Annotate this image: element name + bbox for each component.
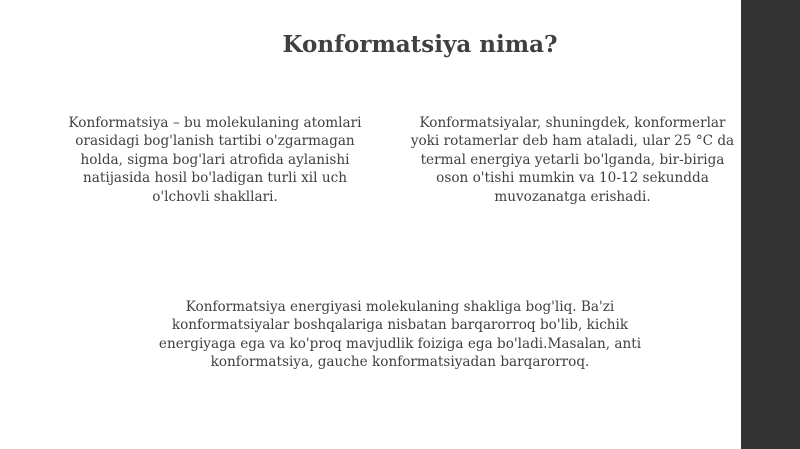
- left-paragraph: [50, 114, 380, 206]
- right-paragraph-line: Konformatsiyalar, shuningdek, konformerlar: [419, 115, 726, 131]
- left-paragraph-line: natijasida hosil bo'ladigan turli xil uch: [83, 170, 347, 187]
- bottom-paragraph-line: konformatsiyalar boshqalariga nisbatan barqarorroq bo'lib, kichik: [171, 317, 629, 334]
- side-bar: [741, 0, 800, 449]
- slide-title: Konformatsiya nima?: [282, 31, 558, 58]
- left-paragraph-line: o'lchovli shakllari.: [152, 188, 278, 205]
- left-paragraph-line: orasidagi bog'lanish tartibi o'zgarmagan: [75, 133, 355, 150]
- right-paragraph-line: yoki rotamerlar deb ham ataladi, ular 25 °C da: [410, 133, 735, 150]
- bottom-paragraph: [120, 298, 680, 372]
- right-paragraph: [400, 114, 745, 206]
- right-paragraph-line: muvozanatga erishadi.: [494, 188, 651, 205]
- bottom-paragraph-line: konformatsiya, gauche konformatsiyadan barqarorroq.: [210, 354, 590, 371]
- left-paragraph-line: Konformatsiya – bu molekulaning atomlari: [68, 115, 362, 131]
- left-paragraph-line: holda, sigma bog'lari atrofida aylanishi: [80, 151, 350, 168]
- bottom-paragraph-line: Konformatsiya energiyasi molekulaning shakliga bog'liq. Ba'zi: [185, 299, 615, 315]
- right-paragraph-line: termal energiya yetarli bo'lganda, bir-biriga: [420, 151, 725, 168]
- right-paragraph-line: oson o'tishi mumkin va 10-12 sekundda: [436, 170, 709, 187]
- bottom-paragraph-line: energiyaga ega va ko'proq mavjudlik foiziga ega bo'ladi.Masalan, anti: [158, 335, 642, 352]
